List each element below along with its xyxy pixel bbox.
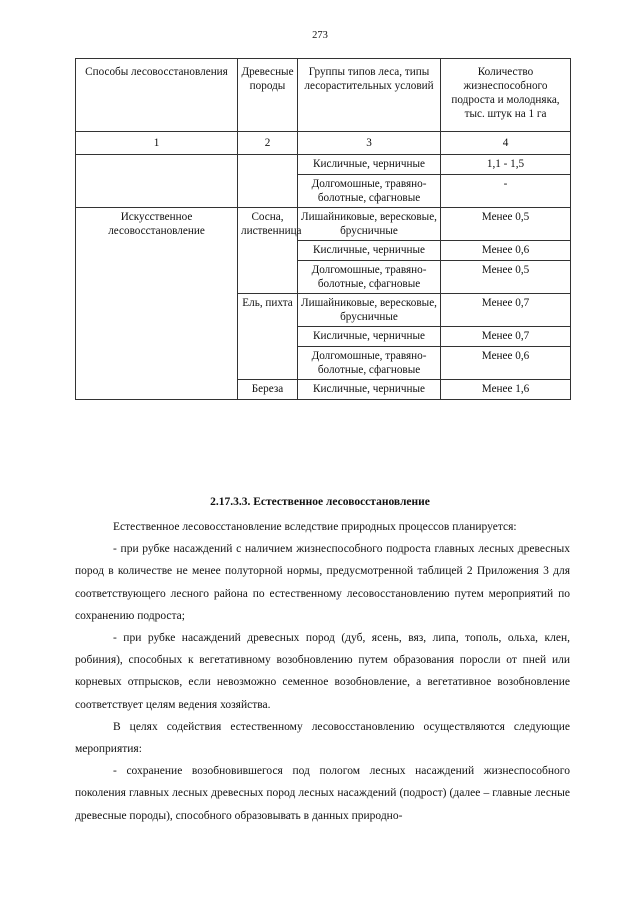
- amount-cell: Менее 0,7: [441, 327, 571, 347]
- amount-cell: Менее 0,6: [441, 241, 571, 261]
- table-row: [76, 208, 571, 241]
- header-species: Древесные породы: [238, 59, 298, 132]
- paragraph: - сохранение возобновившегося под пологом лесных насаждений жизнеспособного поколения главных лесных древесных пород лесных насаждений (подрост) (далее – главные лесные древесные породы), способного образовывать в данных природно-: [75, 765, 570, 822]
- header-undergrowth-amount: Количество жизнеспособного подроста и молодняка, тыс. штук на 1 га: [441, 59, 571, 132]
- forest-type-cell: Кисличные, черничные: [298, 155, 441, 175]
- amount-cell: -: [441, 175, 571, 208]
- page-number: 273: [312, 30, 328, 41]
- column-number: 2: [238, 132, 298, 155]
- forest-type-cell: Лишайниковые, вересковые, брусничные: [298, 294, 441, 327]
- forest-type-cell: Кисличные, черничные: [298, 380, 441, 400]
- paragraph: - при рубке насаждений древесных пород (дуб, ясень, вяз, липа, тополь, ольха, клен, робиния), способных к вегетативному возобновлению путем образования поросли от пней или корневых отпрысков, если невозможно семенное возобновление, а вегетативное возобновление соответствует целям ведения хозяйства.: [75, 632, 570, 711]
- method-cell: Искусственное лесовосстановление: [76, 208, 238, 400]
- species-cell: Ель, пихта: [238, 294, 298, 380]
- amount-cell: Менее 0,7: [441, 294, 571, 327]
- amount-cell: Менее 0,5: [441, 208, 571, 241]
- paragraph: - при рубке насаждений с наличием жизнеспособного подроста главных лесных древесных пород в количестве не менее полуторной нормы, предусмотренной таблицей 2 Приложения 3 для соответствующего лесного района по естественному лесовосстановлению путем мероприятий по сохранению подроста;: [75, 543, 570, 622]
- amount-cell: 1,1 - 1,5: [441, 155, 571, 175]
- forest-type-cell: Лишайниковые, вересковые, брусничные: [298, 208, 441, 241]
- table-row: [76, 155, 571, 175]
- forest-type-cell: Долгомошные, травяно-болотные, сфагновые: [298, 347, 441, 380]
- column-number: 3: [298, 132, 441, 155]
- column-number: 4: [441, 132, 571, 155]
- empty-cell: [76, 155, 238, 208]
- amount-cell: Менее 0,6: [441, 347, 571, 380]
- forest-type-cell: Долгомошные, травяно-болотные, сфагновые: [298, 175, 441, 208]
- amount-cell: Менее 0,5: [441, 261, 571, 294]
- forest-type-cell: Кисличные, черничные: [298, 241, 441, 261]
- species-cell: Сосна, лиственница: [238, 208, 298, 294]
- body-text: [75, 516, 570, 827]
- column-number: 1: [76, 132, 238, 155]
- amount-cell: Менее 1,6: [441, 380, 571, 400]
- species-cell: Береза: [238, 380, 298, 400]
- reforestation-table: [75, 58, 571, 400]
- forest-type-cell: Долгомошные, травяно-болотные, сфагновые: [298, 261, 441, 294]
- paragraph: Естественное лесовосстановление вследствие природных процессов планируется:: [113, 521, 517, 533]
- header-method: Способы лесовосстановления: [76, 59, 238, 132]
- forest-type-cell: Кисличные, черничные: [298, 327, 441, 347]
- paragraph: В целях содействия естественному лесовосстановлению осуществляются следующие мероприятия:: [75, 720, 570, 756]
- empty-cell: [238, 155, 298, 208]
- header-forest-types: Группы типов леса, типы лесорастительных условий: [298, 59, 441, 132]
- section-title: 2.17.3.3. Естественное лесовосстановление: [210, 496, 430, 508]
